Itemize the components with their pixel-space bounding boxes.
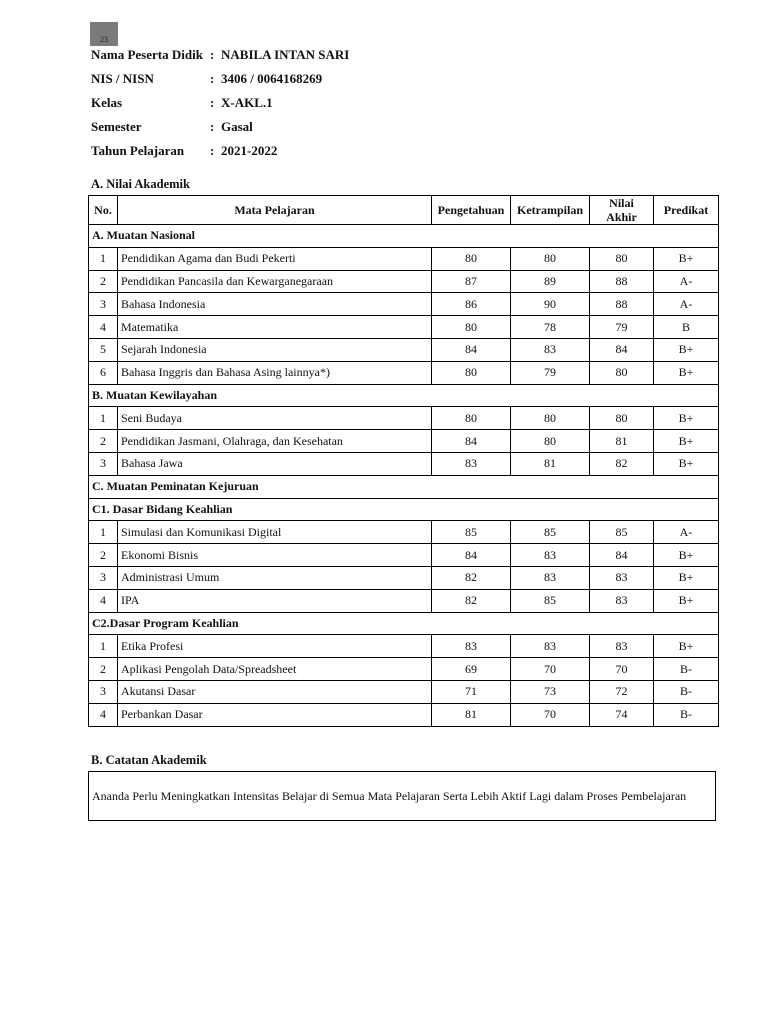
table-row <box>89 680 719 703</box>
cell-subject: Etika Profesi <box>118 635 432 658</box>
info-value: 3406 / 0064168269 <box>221 71 323 86</box>
cell-subject: Aplikasi Pengolah Data/Spreadsheet <box>118 658 432 681</box>
cell-knowledge: 80 <box>432 316 511 339</box>
cell-skill: 83 <box>511 338 590 361</box>
info-label: Tahun Pelajaran <box>91 143 185 158</box>
header-final-label: Nilai Akhir <box>606 196 637 224</box>
cell-predicate: B+ <box>654 589 719 612</box>
cell-final: 80 <box>590 247 654 270</box>
cell-knowledge: 84 <box>432 544 511 567</box>
cell-no: 6 <box>89 361 118 384</box>
cell-skill: 70 <box>511 703 590 726</box>
cell-knowledge: 84 <box>432 430 511 453</box>
cell-knowledge: 86 <box>432 293 511 316</box>
cell-predicate: B- <box>654 703 719 726</box>
cell-final: 82 <box>590 452 654 475</box>
cell-skill: 83 <box>511 566 590 589</box>
info-label: Nama Peserta Didik <box>91 47 203 62</box>
cell-subject: Simulasi dan Komunikasi Digital <box>118 521 432 544</box>
header-subject: Mata Pelajaran <box>118 196 432 225</box>
cell-final: 74 <box>590 703 654 726</box>
cell-knowledge: 80 <box>432 247 511 270</box>
table-row <box>89 658 719 681</box>
cell-skill: 89 <box>511 270 590 293</box>
cell-knowledge: 81 <box>432 703 511 726</box>
cell-no: 3 <box>89 452 118 475</box>
cell-subject: Ekonomi Bisnis <box>118 544 432 567</box>
cell-final: 85 <box>590 521 654 544</box>
cell-final: 80 <box>590 407 654 430</box>
cell-predicate: A- <box>654 521 719 544</box>
cell-skill: 85 <box>511 589 590 612</box>
cell-final: 80 <box>590 361 654 384</box>
cell-predicate: B+ <box>654 430 719 453</box>
table-row <box>89 407 719 430</box>
cell-skill: 81 <box>511 452 590 475</box>
cell-subject: Pendidikan Jasmani, Olahraga, dan Kesehatan <box>118 430 432 453</box>
cell-knowledge: 84 <box>432 338 511 361</box>
cell-no: 3 <box>89 293 118 316</box>
cell-predicate: B+ <box>654 407 719 430</box>
group-row <box>89 475 719 498</box>
cell-predicate: B- <box>654 680 719 703</box>
table-row <box>89 635 719 658</box>
table-header-row <box>89 196 719 225</box>
cell-final: 81 <box>590 430 654 453</box>
cell-knowledge: 87 <box>432 270 511 293</box>
page-number: 23 <box>100 35 108 44</box>
cell-predicate: B+ <box>654 338 719 361</box>
section-a-title: A. Nilai Akademik <box>91 177 190 191</box>
cell-subject: Akutansi Dasar <box>118 680 432 703</box>
cell-subject: Pendidikan Agama dan Budi Pekerti <box>118 247 432 270</box>
table-row <box>89 452 719 475</box>
cell-no: 3 <box>89 680 118 703</box>
cell-no: 4 <box>89 316 118 339</box>
group-row <box>89 225 719 248</box>
cell-predicate: A- <box>654 270 719 293</box>
cell-predicate: B+ <box>654 452 719 475</box>
cell-predicate: B+ <box>654 247 719 270</box>
table-row <box>89 589 719 612</box>
info-colon: : <box>210 119 215 134</box>
cell-subject: Seni Budaya <box>118 407 432 430</box>
cell-skill: 80 <box>511 407 590 430</box>
cell-final: 72 <box>590 680 654 703</box>
cell-subject: Bahasa Inggris dan Bahasa Asing lainnya*) <box>118 361 432 384</box>
info-colon: : <box>210 95 215 110</box>
group-row <box>89 612 719 635</box>
group-title: C. Muatan Peminatan Kejuruan <box>89 475 719 498</box>
info-value: X-AKL.1 <box>221 95 273 110</box>
cell-skill: 78 <box>511 316 590 339</box>
table-row <box>89 338 719 361</box>
cell-no: 5 <box>89 338 118 361</box>
cell-predicate: A- <box>654 293 719 316</box>
cell-predicate: B+ <box>654 635 719 658</box>
cell-subject: Perbankan Dasar <box>118 703 432 726</box>
page-number-badge <box>90 22 118 46</box>
table-row <box>89 544 719 567</box>
cell-subject: Bahasa Indonesia <box>118 293 432 316</box>
info-colon: : <box>210 143 215 158</box>
header-skill: Ketrampilan <box>511 196 590 225</box>
cell-skill: 83 <box>511 544 590 567</box>
info-label: Kelas <box>91 95 123 110</box>
info-label: Semester <box>91 119 142 134</box>
grades-body <box>89 225 719 727</box>
cell-predicate: B+ <box>654 361 719 384</box>
cell-no: 3 <box>89 566 118 589</box>
cell-knowledge: 80 <box>432 361 511 384</box>
cell-knowledge: 80 <box>432 407 511 430</box>
table-row <box>89 361 719 384</box>
cell-final: 70 <box>590 658 654 681</box>
cell-no: 2 <box>89 544 118 567</box>
cell-final: 79 <box>590 316 654 339</box>
cell-skill: 85 <box>511 521 590 544</box>
cell-subject: Matematika <box>118 316 432 339</box>
cell-skill: 80 <box>511 430 590 453</box>
cell-no: 4 <box>89 589 118 612</box>
cell-no: 2 <box>89 658 118 681</box>
info-colon: : <box>210 47 215 62</box>
cell-subject: Bahasa Jawa <box>118 452 432 475</box>
grades-table <box>88 195 719 727</box>
cell-no: 1 <box>89 247 118 270</box>
cell-predicate: B <box>654 316 719 339</box>
table-row <box>89 703 719 726</box>
cell-no: 4 <box>89 703 118 726</box>
group-row <box>89 384 719 407</box>
cell-final: 83 <box>590 566 654 589</box>
cell-no: 1 <box>89 521 118 544</box>
group-title: C1. Dasar Bidang Keahlian <box>89 498 719 521</box>
cell-final: 88 <box>590 293 654 316</box>
cell-final: 84 <box>590 338 654 361</box>
cell-knowledge: 83 <box>432 452 511 475</box>
academic-note-box <box>88 771 716 821</box>
cell-subject: Pendidikan Pancasila dan Kewarganegaraan <box>118 270 432 293</box>
group-title: A. Muatan Nasional <box>89 225 719 248</box>
cell-skill: 73 <box>511 680 590 703</box>
cell-no: 2 <box>89 430 118 453</box>
cell-no: 1 <box>89 635 118 658</box>
cell-predicate: B+ <box>654 544 719 567</box>
cell-subject: Sejarah Indonesia <box>118 338 432 361</box>
table-row <box>89 293 719 316</box>
cell-knowledge: 82 <box>432 589 511 612</box>
cell-skill: 90 <box>511 293 590 316</box>
info-colon: : <box>210 71 215 86</box>
info-value: Gasal <box>221 119 253 134</box>
cell-predicate: B- <box>654 658 719 681</box>
table-row <box>89 566 719 589</box>
cell-knowledge: 69 <box>432 658 511 681</box>
cell-skill: 79 <box>511 361 590 384</box>
table-row <box>89 247 719 270</box>
cell-knowledge: 83 <box>432 635 511 658</box>
cell-knowledge: 71 <box>432 680 511 703</box>
cell-skill: 80 <box>511 247 590 270</box>
table-row <box>89 521 719 544</box>
cell-subject: IPA <box>118 589 432 612</box>
cell-skill: 70 <box>511 658 590 681</box>
group-row <box>89 498 719 521</box>
cell-knowledge: 85 <box>432 521 511 544</box>
group-title: B. Muatan Kewilayahan <box>89 384 719 407</box>
cell-no: 2 <box>89 270 118 293</box>
academic-note: Ananda Perlu Meningkatkan Intensitas Belajar di Semua Mata Pelajaran Serta Lebih Aktif Lagi dalam Proses Pembelajaran <box>92 788 687 803</box>
cell-subject: Administrasi Umum <box>118 566 432 589</box>
cell-final: 88 <box>590 270 654 293</box>
header-final <box>590 196 654 225</box>
table-row <box>89 430 719 453</box>
table-row <box>89 270 719 293</box>
info-label: NIS / NISN <box>91 71 154 86</box>
info-value: NABILA INTAN SARI <box>221 47 350 62</box>
cell-no: 1 <box>89 407 118 430</box>
info-value: 2021-2022 <box>221 143 278 158</box>
cell-knowledge: 82 <box>432 566 511 589</box>
header-knowledge: Pengetahuan <box>432 196 511 225</box>
cell-predicate: B+ <box>654 566 719 589</box>
table-row <box>89 316 719 339</box>
header-predicate: Predikat <box>654 196 719 225</box>
cell-final: 83 <box>590 635 654 658</box>
cell-final: 84 <box>590 544 654 567</box>
cell-final: 83 <box>590 589 654 612</box>
cell-skill: 83 <box>511 635 590 658</box>
group-title: C2.Dasar Program Keahlian <box>89 612 719 635</box>
section-b-title: B. Catatan Akademik <box>91 753 207 767</box>
header-no: No. <box>89 196 118 225</box>
